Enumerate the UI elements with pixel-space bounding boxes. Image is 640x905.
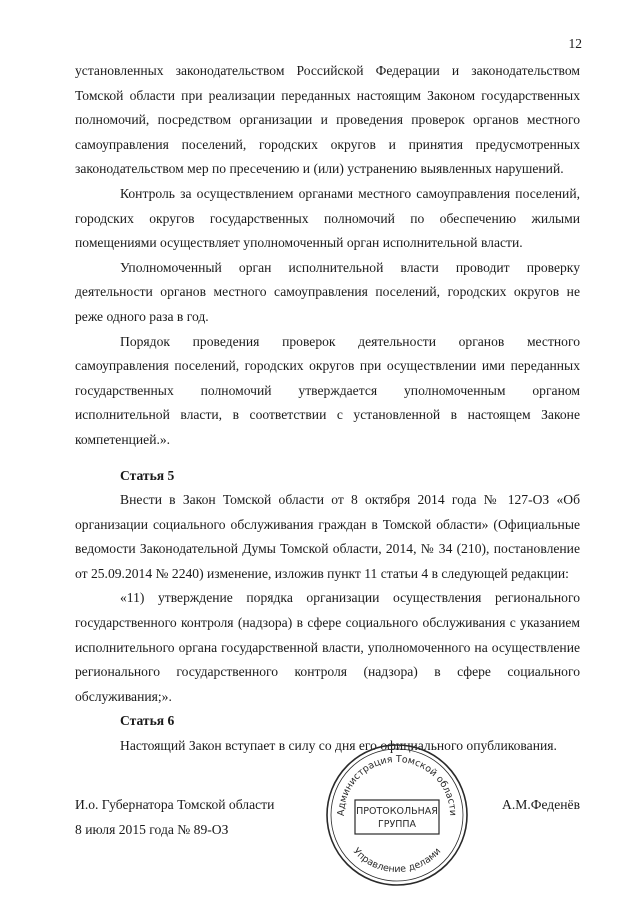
stamp-inner-line-1: ПРОТОКОЛЬНАЯ (356, 806, 438, 817)
article-5-quote: «11) утверждение порядка организации осуществления регионального государственного контроля (надзора) в сфере социального обслуживания с указанием исполнительного органа государственной власти, уполномоченного на осуществление регионального государственного контроля (надзора) в сфере социального обслуживания;». (75, 590, 580, 704)
law-date-number: 8 июля 2015 года № 89-ОЗ (75, 822, 229, 837)
paragraph-1: установленных законодательством Российской Федерации и законодательством Томской области при реализации переданных настоящим Законом государственных полномочий, посредством организации и проведения проверок органов местного самоуправления поселений, городских округов и принятия предусмотренных законодательством мер по пресечению и (или) устранению выявленных нарушений. (75, 63, 580, 177)
stamp-outer-top-text: Администрация Томской области (335, 753, 459, 817)
article-5-text: Внести в Закон Томской области от 8 октября 2014 года № 127-ОЗ «Об организации социального обслуживания граждан в Томской области» (Официальные ведомости Законодательной Думы Томской области, 2014, № 34 (210), постановление от 25.09.2014 № 2240) изменение, изложив пункт 11 статьи 4 в следующей редакции: (75, 492, 580, 581)
article-6-text: Настоящий Закон вступает в силу со дня его официального опубликования. (120, 738, 557, 754)
paragraph-4: Порядок проведения проверок деятельности органов местного самоуправления поселений, городских округов при осуществлении ими переданных государственных полномочий утверждается уполномоченным органом исполнительной власти, в соответствии с установленной в настоящем Законе компетенцией.». (75, 333, 580, 447)
document-body (75, 59, 580, 759)
paragraph-3: Уполномоченный орган исполнительной власти проводит проверку деятельности органов местного самоуправления поселений, городских округов не реже одного раза в год. (75, 259, 580, 324)
article-6-title: Статья 6 (120, 713, 175, 729)
stamp-outer-bottom-text: Управление делами (350, 845, 444, 876)
paragraph-2: Контроль за осуществлением органами местного самоуправления поселений, городских округов государственных полномочий по обеспечению жилыми помещениями осуществляет уполномоченный орган исполнительной власти. (75, 185, 580, 251)
official-stamp (322, 740, 472, 890)
stamp-inner-line-2: ГРУППА (377, 819, 417, 830)
page-number: 12 (568, 36, 582, 51)
article-5-title: Статья 5 (120, 467, 175, 483)
signatory-name: А.М.Феденёв (502, 797, 580, 812)
signatory-position: И.о. Губернатора Томской области (75, 797, 275, 812)
